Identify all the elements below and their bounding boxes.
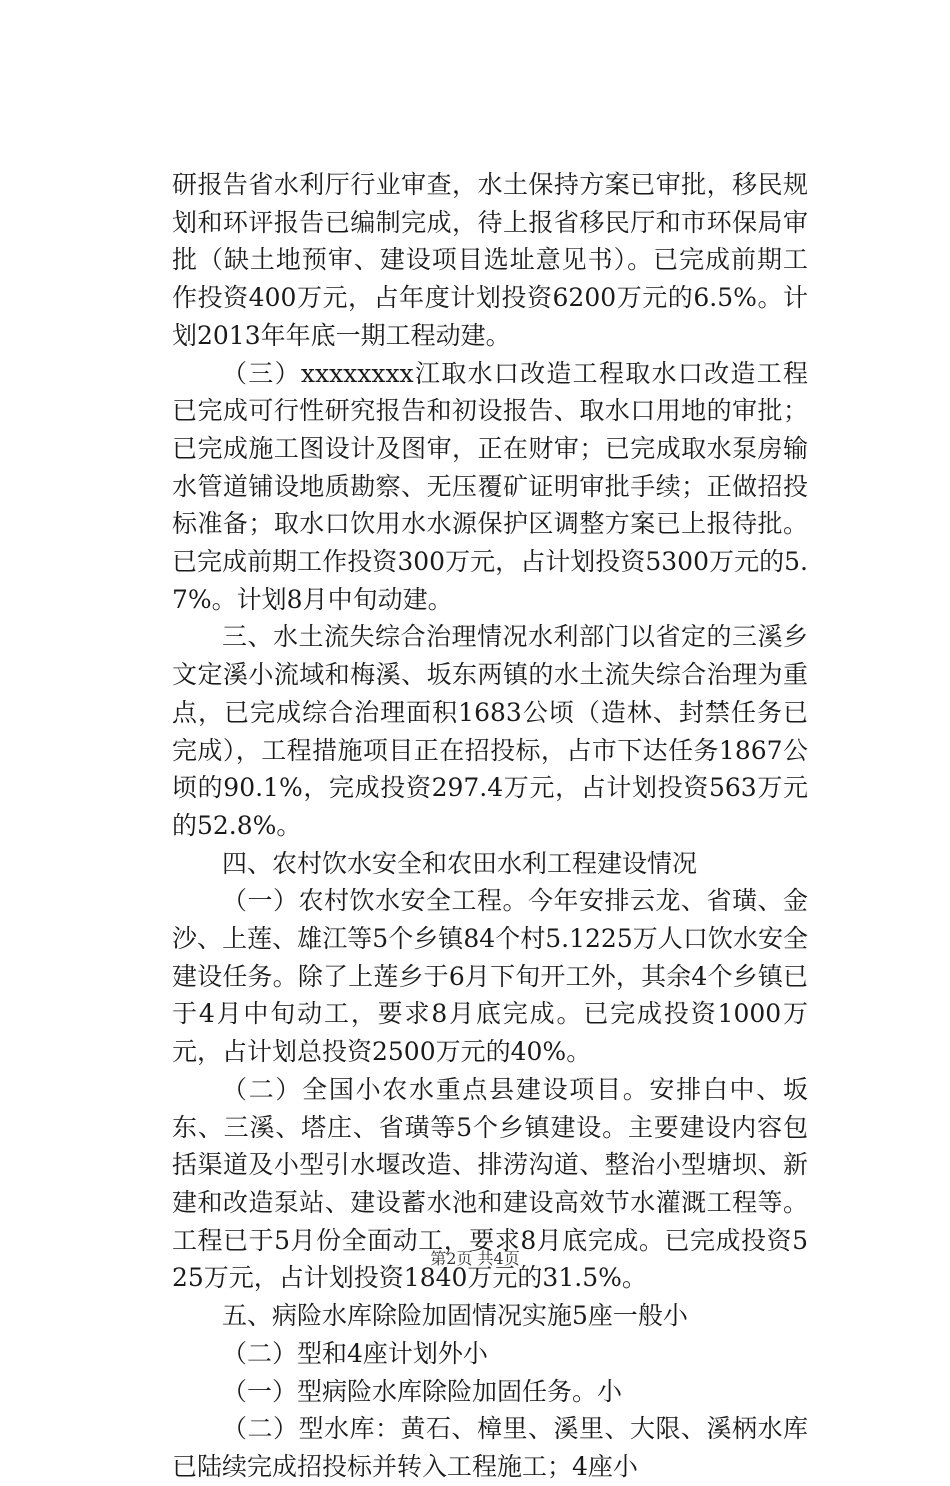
page-number-footer: 第2页 共4页 — [430, 1249, 520, 1268]
paragraph-10: （二）型水库：黄石、樟里、溪里、大限、溪柄水库已陆续完成招投标并转入工程施工；4座小 — [172, 1414, 808, 1481]
paragraph-8: （二）型和4座计划外小 — [222, 1338, 488, 1368]
paragraph-9: （一）型病险水库除险加固任务。小 — [222, 1376, 623, 1406]
paragraph-7: 五、病险水库除险加固情况实施5座一般小 — [222, 1301, 688, 1331]
paragraph-2: （三）xxxxxxxx江取水口改造工程取水口改造工程已完成可行性研究报告和初设报告、取水口用地的审批；已完成施工图设计及图审，正在财审；已完成取水泵房输水管道铺设地质勘察、无压覆矿证明审批手续；正做招投标准备；取水口饮用水水源保护区调整方案已上报待批。已完成前期工作投资300万元，占计划投资5300万元的5.7%。计划8月中旬动建。 — [172, 358, 808, 614]
paragraph-3: 三、水土流失综合治理情况水利部门以省定的三溪乡文定溪小流域和梅溪、坂东两镇的水土流失综合治理为重点，已完成综合治理面积1683公顷（造林、封禁任务已完成），工程措施项目正在招投标，占市下达任务1867公顷的90.1%，完成投资297.4万元，占计划投资563万元的52.8%。 — [172, 622, 808, 840]
section-heading-4: 四、农村饮水安全和农田水利工程建设情况 — [222, 848, 698, 878]
paragraph-5: （一）农村饮水安全工程。今年安排云龙、省璜、金沙、上莲、雄江等5个乡镇84个村5.1225万人口饮水安全建设任务。除了上莲乡于6月下旬开工外，其余4个乡镇已于4月中旬动工，要求8月底完成。已完成投资1000万元，占计划总投资2500万元的40%。 — [172, 886, 808, 1067]
document-body — [172, 166, 808, 1486]
paragraph-6: （二）全国小农水重点县建设项目。安排白中、坂东、三溪、塔庄、省璜等5个乡镇建设。主要建设内容包括渠道及小型引水堰改造、排涝沟道、整治小型塘坝、新建和改造泵站、建设蓄水池和建设高效节水灌溉工程等。工程已于5月份全面动工，要求8月底完成。已完成投资525万元，占计划投资1840万元的31.5%。 — [172, 1074, 808, 1293]
paragraph-1: 研报告省水利厅行业审查，水土保持方案已审批，移民规划和环评报告已编制完成，待上报省移民厅和市环保局审批（缺土地预审、建设项目选址意见书）。已完成前期工作投资400万元，占年度计划投资6200万元的6.5%。计划2013年年底一期工程动建。 — [172, 170, 808, 350]
